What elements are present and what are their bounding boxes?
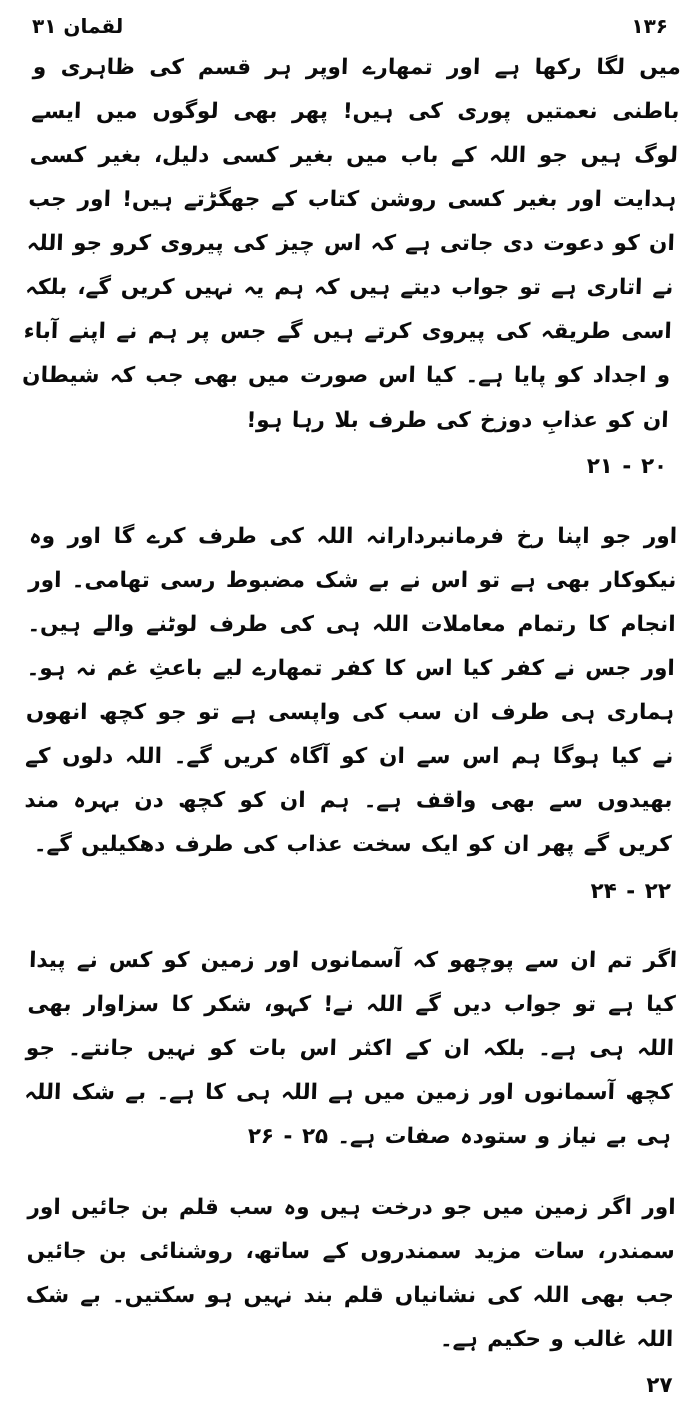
paragraph-3 bbox=[22, 939, 678, 1159]
paragraph-4-text: اور اگر زمین میں جو درخت ہیں وہ سب قلم بن جائیں اور سمندر، سات مزید سمندروں کے ساتھ، روشنائی بن جائیں جب بھی اللہ کی نشانیاں قلم بند نہیں ہو سکتیں۔ بے شک اللہ غالب و حکیم ہے۔ bbox=[25, 1194, 676, 1352]
paragraph-1 bbox=[18, 46, 681, 489]
surah-title: لقمان ۳۱ bbox=[32, 14, 124, 38]
paragraph-1-verse-range: ۲۰ - ۲۱ bbox=[586, 453, 668, 479]
page-header bbox=[26, 14, 674, 40]
paragraph-2 bbox=[23, 515, 678, 914]
paragraph-2-verse-range: ۲۲ - ۲۴ bbox=[590, 878, 672, 904]
paragraph-4-verse-range: ۲۷ bbox=[645, 1372, 673, 1398]
paragraph-2-text: اور جو اپنا رخ فرمانبردارانہ اللہ کی طرف کرے گا اور وہ نیکوکار بھی ہے تو اس نے بے شک مضبوط رسی تھامی۔ اور انجام کا رتمام معاملات اللہ ہی کی طرف لوٹنے والے ہیں۔ اور جس نے کفر کیا اس کا کفر تمھارے لیے باعثِ غم نہ ہو۔ ہماری ہی طرف ان سب کی واپسی ہے تو جو کچھ انھوں نے کیا ہوگا ہم اس سے ان کو آگاہ کریں گے۔ اللہ دلوں کے بھیدوں سے بھی واقف ہے۔ ہم ان کو کچھ دن بہرہ مند کریں گے پھر ان کو ایک سخت عذاب کی طرف دھکیلیں گے۔ bbox=[24, 523, 678, 858]
paragraph-4 bbox=[24, 1186, 676, 1408]
paragraph-1-text: میں لگا رکھا ہے اور تمھارے اوپر ہر قسم کی ظاہری و باطنی نعمتیں پوری کی ہیں! پھر بھی لوگوں میں ایسے لوگ ہیں جو اللہ کے باب میں بغیر کسی دلیل، بغیر کسی ہدایت اور بغیر کسی روشن کتاب کے جھگڑتے ہیں! اور جب ان کو دعوت دی جاتی ہے کہ اس چیز کی پیروی کرو جو اللہ نے اتاری ہے تو جواب دیتے ہیں کہ ہم یہ نہیں کریں گے، بلکہ اسی طریقہ کی پیروی کرتے ہیں گے جس پر ہم نے اپنے آباء و اجداد کو پایا ہے۔ کیا اس صورت میں بھی جب کہ شیطان ان کو عذابِ دوزخ کی طرف بلا رہا ہو! bbox=[21, 55, 682, 433]
document-body bbox=[21, 46, 682, 1408]
paragraph-3-verse-range: ۲۵ - ۲۶ bbox=[247, 1124, 329, 1150]
paragraph-3-text: اگر تم ان سے پوچھو کہ آسمانوں اور زمین کو کس نے پیدا کیا ہے تو جواب دیں گے اللہ نے! کہو، شکر کا سزاوار بھی اللہ ہی ہے۔ بلکہ ان کے اکثر اس بات کو نہیں جانتے۔ جو کچھ آسمانوں اور زمین میں ہے اللہ ہی کا ہے۔ بے شک اللہ ہی بے نیاز و ستودہ صفات ہے۔ bbox=[24, 948, 678, 1150]
page-number: ۱۳۶ bbox=[631, 14, 668, 38]
